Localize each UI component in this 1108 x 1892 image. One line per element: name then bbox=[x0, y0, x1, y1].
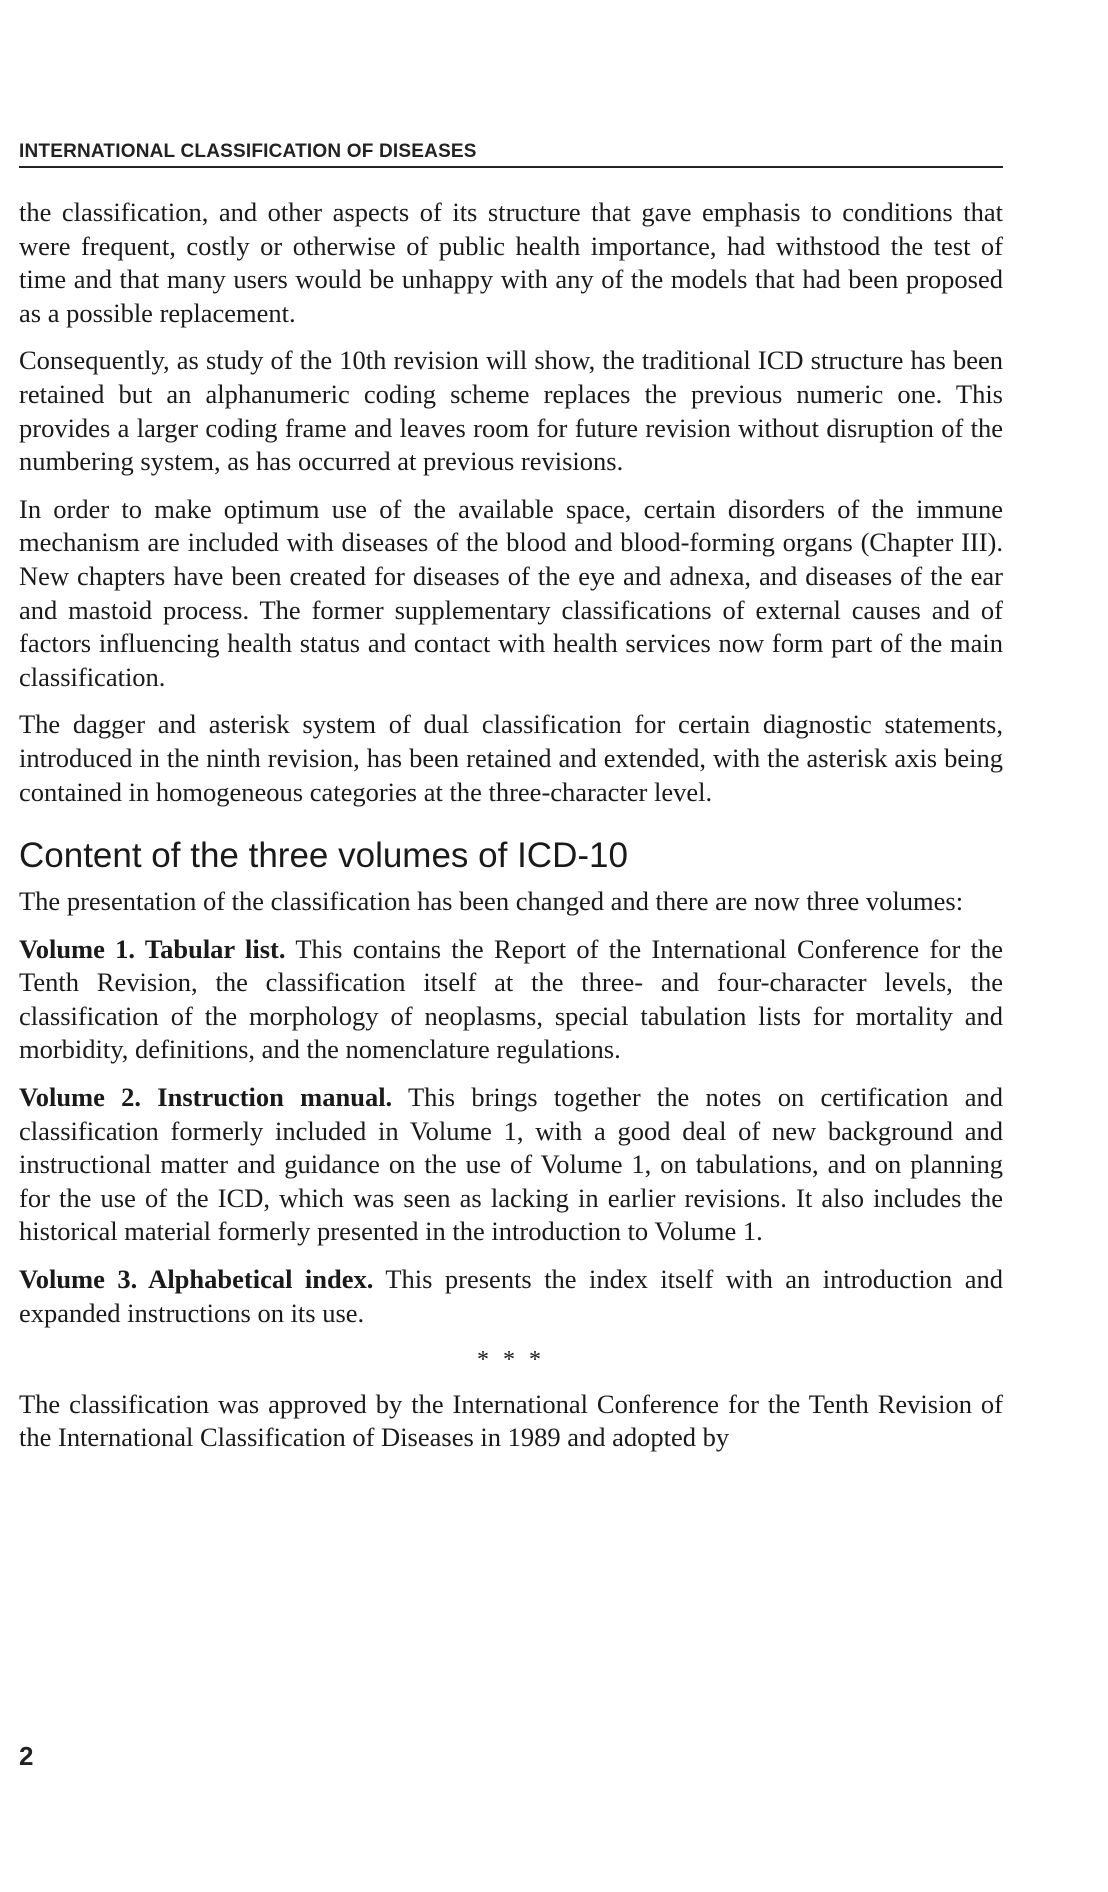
paragraph: the classification, and other aspects of its structure that gave emphasis to conditions that were frequent, costly or otherwise of public health importance, had withstood the test of time and that many users would be unhappy with any of the models that had been proposed as a possible replacement. bbox=[19, 197, 1003, 328]
section-heading: Content of the three volumes of ICD-10 bbox=[19, 836, 628, 876]
paragraph: Consequently, as study of the 10th revision will show, the traditional ICD structure has been retained but an alphanumeric coding scheme replaces the previous numeric one. This provides a larger coding frame and leaves room for future revision without disruption of the numbering system, as has occurred at previous revisions. bbox=[19, 345, 1003, 477]
volume-3-text: This presents the index itself with an introduction and expanded instructions on its use. bbox=[19, 1264, 1003, 1328]
volume-3-title: Volume 3. Alphabetical index. bbox=[19, 1264, 374, 1295]
volume-1-title: Volume 1. Tabular list. bbox=[19, 933, 286, 964]
running-header: INTERNATIONAL CLASSIFICATION OF DISEASES bbox=[19, 141, 1003, 168]
page-number: 2 bbox=[19, 1741, 34, 1771]
volume-1-entry bbox=[19, 933, 1003, 1067]
section-divider: * * * bbox=[477, 1347, 545, 1374]
volume-1-text: This contains the Report of the International Conference for the Tenth Revision, the classification itself at the three- and four-character levels, the classification of the morphology of neoplasms, special tabulation lists for mortality and morbidity, definitions, and the nomenclature regulations. bbox=[19, 933, 1004, 1065]
volume-2-entry bbox=[19, 1081, 1003, 1249]
page-body bbox=[19, 196, 1003, 1469]
closing-paragraph: The classification was approved by the International Conference for the Tenth Revision of the International Classification of Diseases in 1989 and adopted by bbox=[19, 1388, 1003, 1453]
volume-2-text: This brings together the notes on certification and classification formerly included in Volume 1, with a good deal of new background and instructional matter and guidance on the use of Volume 1, on tabulations, and on planning for the use of the ICD, which was seen as lacking in earlier revisions. It also includes the historical material formerly presented in the introduction to Volume 1. bbox=[19, 1082, 1003, 1247]
paragraph: The dagger and asterisk system of dual classification for certain diagnostic statements, introduced in the ninth revision, has been retained and extended, with the asterisk axis being contained in homogeneous categories at the three-character level. bbox=[19, 709, 1003, 807]
section-intro: The presentation of the classification has been changed and there are now three volumes: bbox=[19, 886, 964, 917]
volume-2-title: Volume 2. Instruction manual. bbox=[19, 1082, 393, 1113]
paragraph: In order to make optimum use of the available space, certain disorders of the immune mechanism are included with diseases of the blood and blood-forming organs (Chapter III). New chapters have been created for diseases of the eye and adnexa, and diseases of the ear and mastoid process. The former supplementary classifications of external causes and of factors influencing health status and contact with health services now form part of the main classification. bbox=[19, 493, 1003, 692]
volume-3-entry bbox=[19, 1263, 1003, 1330]
